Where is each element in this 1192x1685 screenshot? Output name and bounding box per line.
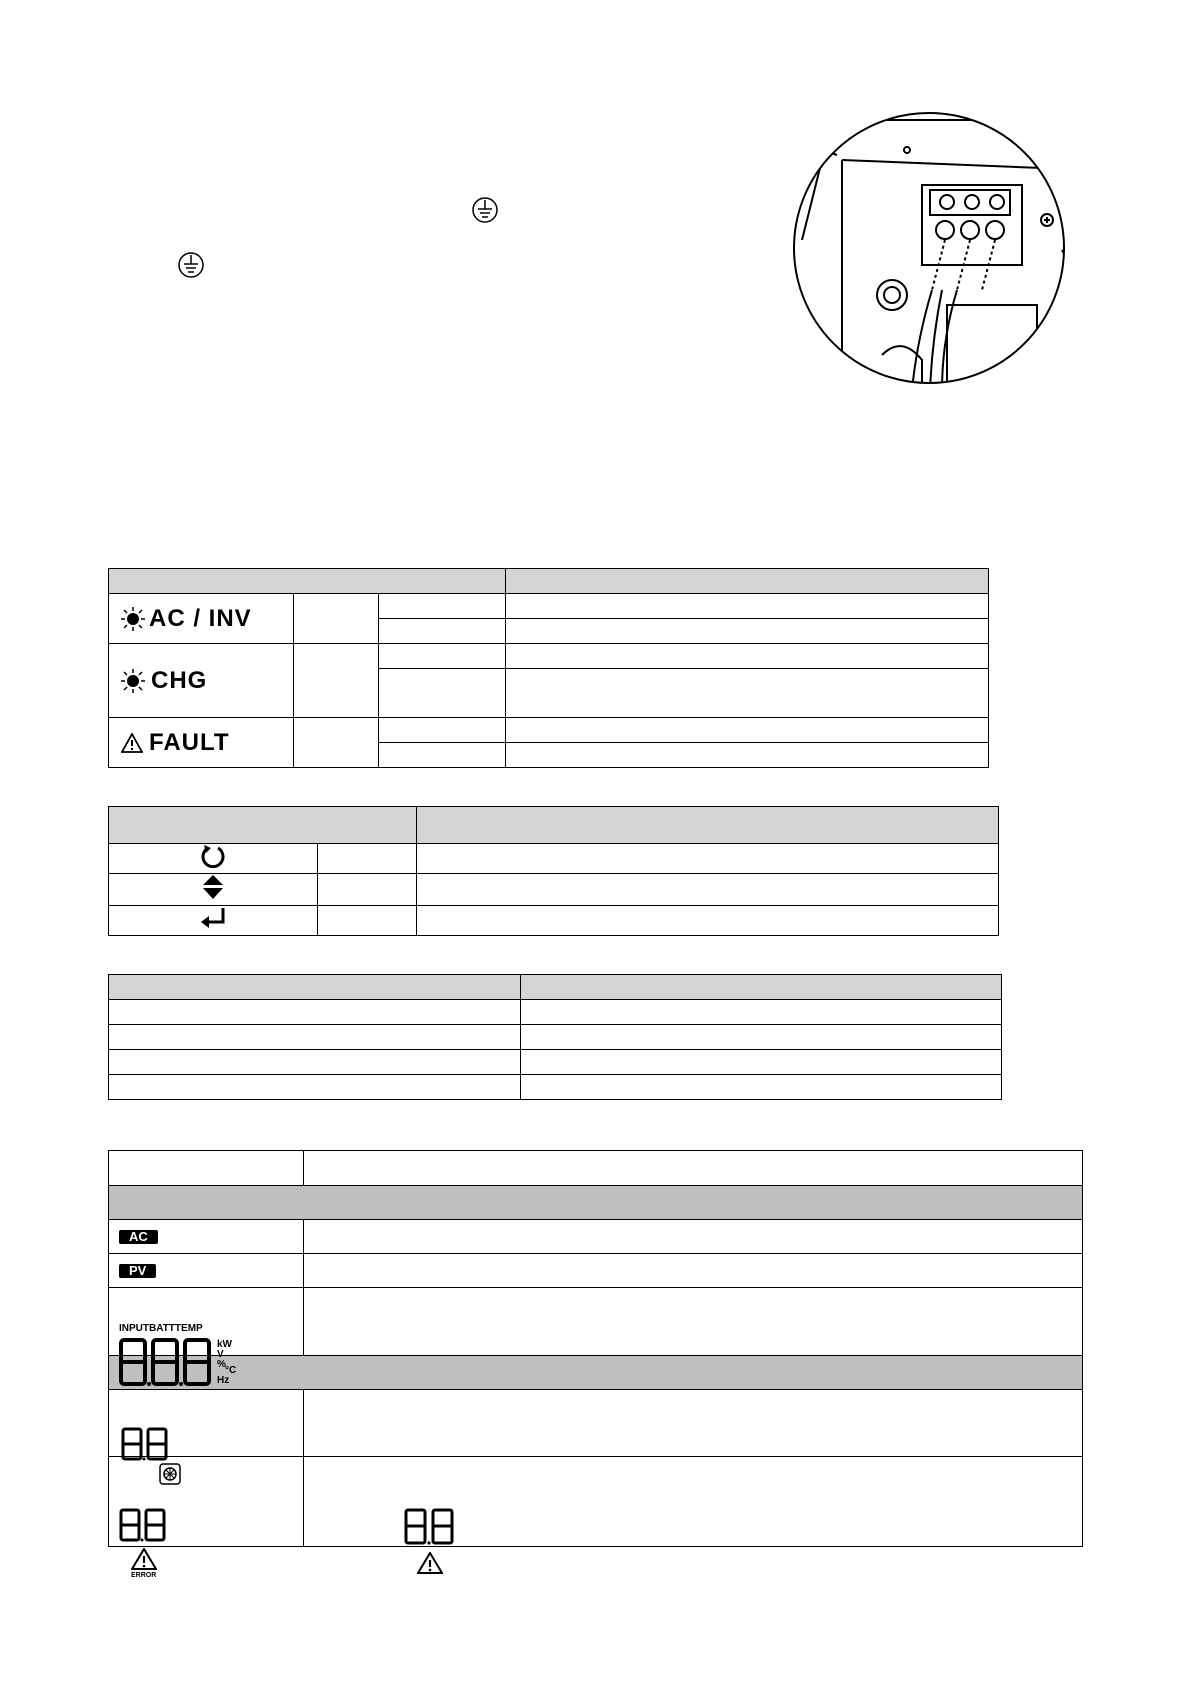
unit-kw: kW — [217, 1338, 232, 1350]
sun-led-icon — [121, 669, 145, 693]
unit-celsius: °C — [225, 1364, 237, 1376]
enter-icon — [199, 906, 227, 930]
chg-label: CHG — [151, 666, 208, 694]
chg-led-cell — [109, 644, 294, 718]
error-label: ERROR — [131, 1571, 157, 1579]
display-header-label: INPUTBATTTEMP — [119, 1322, 203, 1334]
led-indicator-table — [108, 568, 989, 768]
wiring-illustration — [782, 110, 1092, 385]
error-code-display-icon — [404, 1508, 456, 1548]
pv-badge: PV — [119, 1264, 156, 1278]
lcd-display-table — [108, 1150, 1083, 1579]
ground-symbol-icon — [471, 195, 499, 225]
ac-inv-label: AC / INV — [149, 604, 252, 632]
ac-inv-led-cell — [109, 594, 294, 644]
seven-segment-display-icon — [119, 1338, 219, 1388]
warning-icon — [417, 1552, 443, 1574]
segment-display-cell — [109, 1288, 304, 1386]
two-digit-display-icon — [121, 1427, 171, 1463]
ground-symbol-icon — [177, 250, 205, 280]
refresh-icon — [200, 844, 226, 868]
fault-label: FAULT — [149, 728, 230, 756]
error-code-display-icon — [119, 1508, 169, 1544]
setting-dial-icon — [159, 1463, 181, 1485]
warning-icon — [121, 733, 143, 753]
fault-led-cell — [109, 718, 294, 768]
unit-v: V — [217, 1348, 224, 1360]
warning-icon — [131, 1548, 157, 1570]
settings-table — [108, 974, 1002, 1100]
ac-badge: AC — [119, 1230, 158, 1244]
sun-led-icon — [121, 607, 145, 631]
up-down-icon — [202, 874, 224, 900]
unit-percent: % — [217, 1358, 226, 1370]
function-keys-table — [108, 806, 999, 936]
unit-hz: Hz — [217, 1374, 230, 1386]
